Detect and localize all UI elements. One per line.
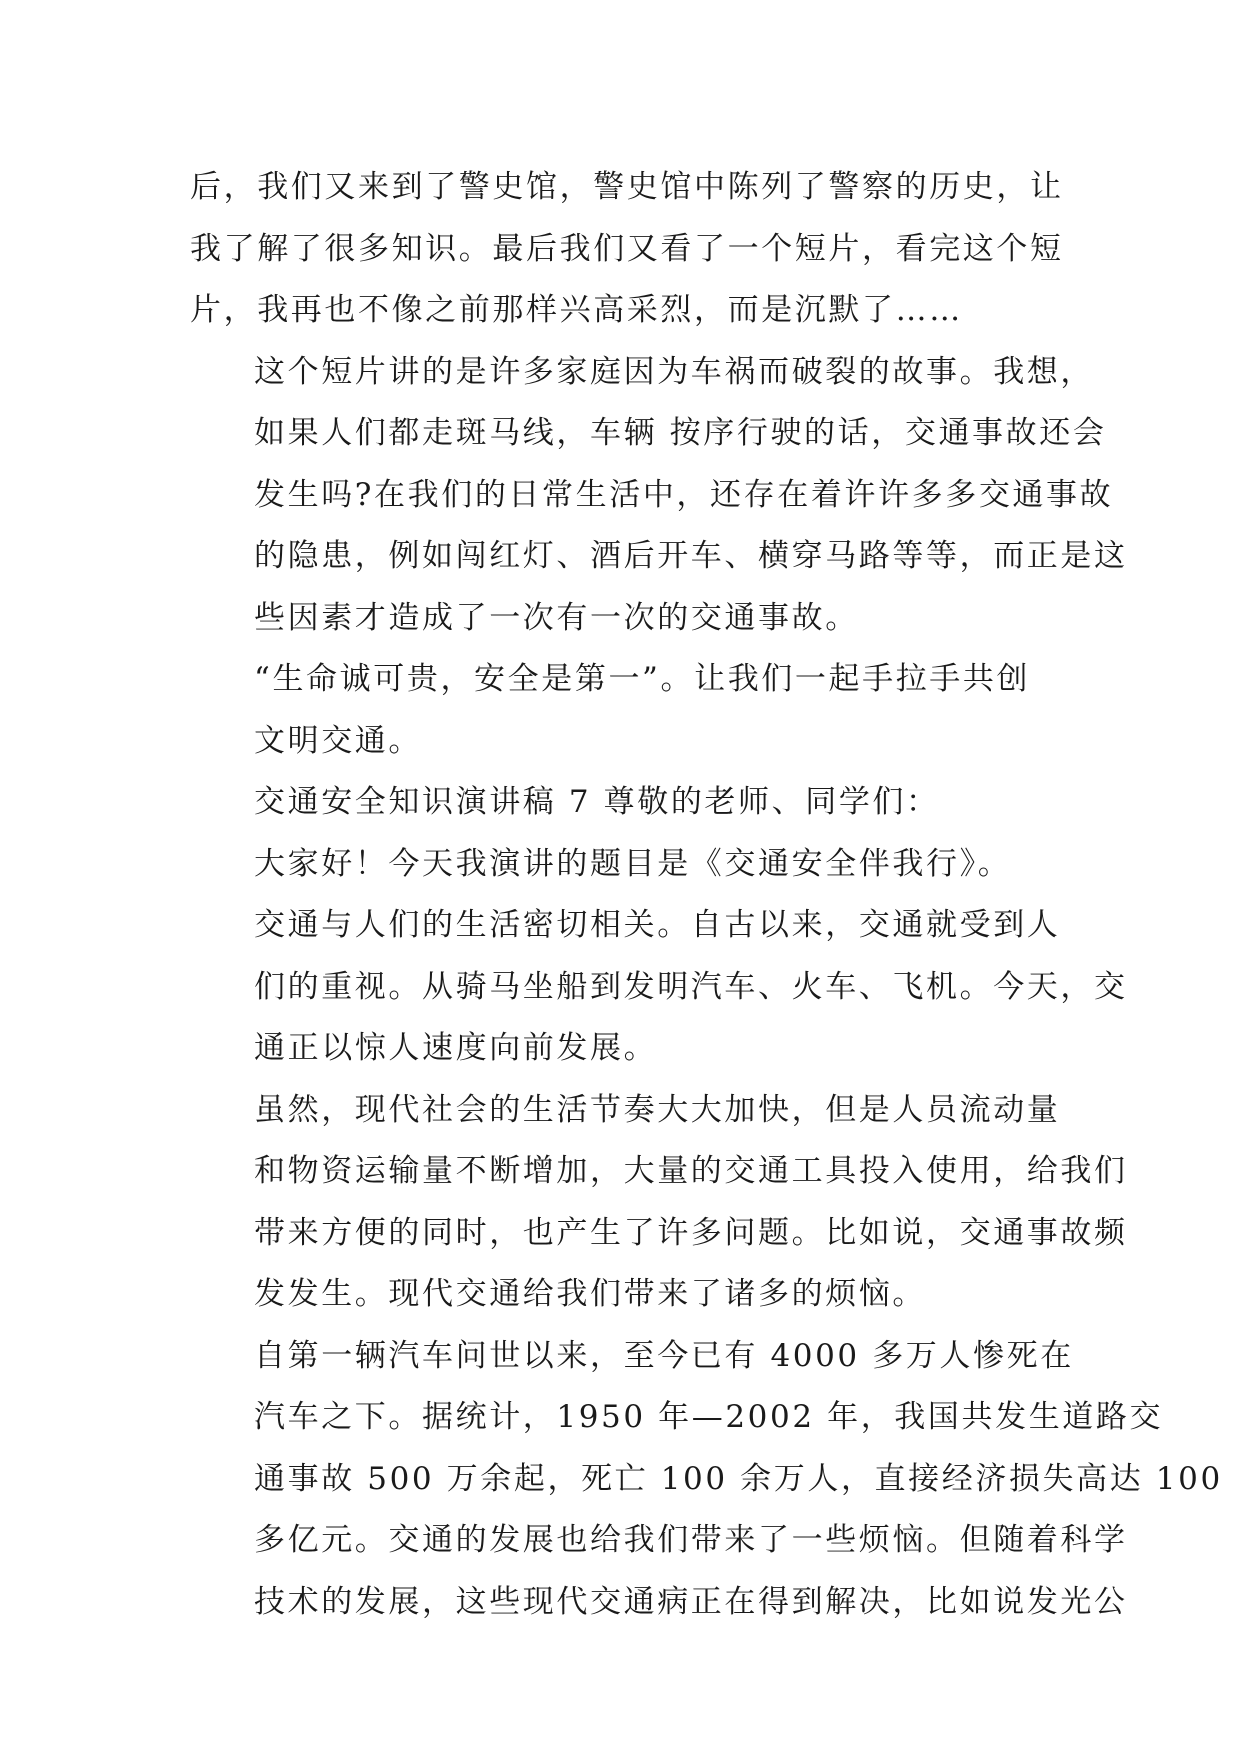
- text-line: 技术的发展，这些现代交通病正在得到解决，比如说发光公: [254, 1583, 1128, 1620]
- paragraph: [190, 895, 1128, 1080]
- text-line: 们的重视。从骑马坐船到发明汽车、火车、飞机。今天，交: [254, 968, 1128, 1005]
- text-line: 片，我再也不像之前那样兴高采烈，而是沉默了……: [190, 292, 963, 328]
- text-line: 这个短片讲的是许多家庭因为车祸而破裂的故事。我想，: [254, 353, 1094, 390]
- text-line: 后，我们又来到了警史馆，警史馆中陈列了警察的历史，让: [190, 169, 1064, 205]
- paragraph: [190, 157, 1064, 342]
- text-line: 的隐患，例如闯红灯、酒后开车、横穿马路等等，而正是这: [254, 538, 1128, 574]
- text-line: 通正以惊人速度向前发展。: [254, 1030, 658, 1066]
- text-line: 文明交通。: [254, 722, 422, 759]
- text-line: 如果人们都走斑马线，车辆 按序行驶的话，交通事故还会: [254, 415, 1107, 451]
- text-line: 发发生。现代交通给我们带来了诸多的烦恼。: [254, 1276, 926, 1312]
- text-line: 发生吗?在我们的日常生活中，还存在着许许多多交通事故: [254, 476, 1114, 513]
- paragraph: [190, 649, 1050, 772]
- text-line: 带来方便的同时，也产生了许多问题。比如说，交通事故频: [254, 1214, 1128, 1251]
- paragraph: [190, 1080, 1128, 1326]
- text-line: 通事故 500 万余起，死亡 100 余万人，直接经济损失高达 100: [254, 1460, 1223, 1497]
- text-line: 交通与人们的生活密切相关。自古以来，交通就受到人: [254, 907, 1061, 943]
- text-line: 我了解了很多知识。最后我们又看了一个短片，看完这个短: [190, 230, 1064, 267]
- paragraph: [190, 1326, 1223, 1634]
- text-line: 汽车之下。据统计，1950 年—2002 年，我国共发生道路交: [254, 1399, 1164, 1435]
- text-line: 交通安全知识演讲稿 7 尊敬的老师、同学们：: [254, 784, 940, 820]
- text-line: 大家好！今天我演讲的题目是《交通安全伴我行》。: [254, 845, 1012, 882]
- text-line: 虽然，现代社会的生活节奏大大加快，但是人员流动量: [254, 1091, 1061, 1128]
- paragraph: [190, 772, 1050, 834]
- text-line: 和物资运输量不断增加，大量的交通工具投入使用，给我们: [254, 1153, 1128, 1189]
- paragraph: [190, 834, 1050, 896]
- paragraph: [190, 342, 1128, 650]
- text-line: 些因素才造成了一次有一次的交通事故。: [254, 599, 859, 636]
- text-line: “生命诚可贵，安全是第一”。让我们一起手拉手共创: [254, 661, 1031, 697]
- document-body: [190, 157, 1223, 1633]
- text-line: 多亿元。交通的发展也给我们带来了一些烦恼。但随着科学: [254, 1522, 1128, 1558]
- text-line: 自第一辆汽车问世以来，至今已有 4000 多万人惨死在: [254, 1337, 1074, 1374]
